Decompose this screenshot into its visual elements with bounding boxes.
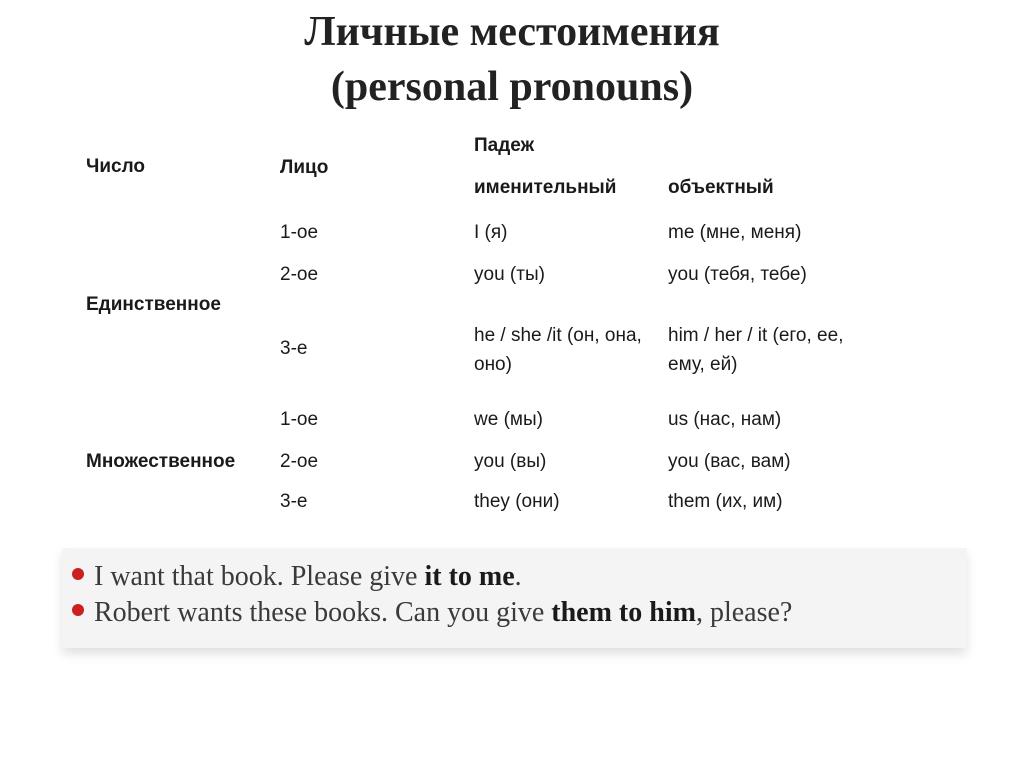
example-text: I want that book. Please give (94, 561, 425, 592)
table-cell-nominative: I (я) (474, 222, 508, 243)
header-objective: объектный (668, 177, 774, 198)
table-cell-objective: them (их, им) (668, 491, 783, 512)
table-cell-person: 1-ое (280, 409, 319, 430)
table-cell-person: 3-е (280, 338, 308, 359)
table-cell-objective: you (вас, вам) (668, 451, 791, 472)
table-cell-nominative: they (они) (474, 491, 560, 512)
header-person: Лицо (280, 157, 329, 178)
group-label-singular: Единственное (86, 294, 221, 315)
table-cell-nominative: you (ты) (474, 264, 545, 285)
bullet-icon (72, 568, 84, 580)
example-highlight: them to him (551, 597, 696, 628)
table-cell-objective: him / her / it (его, ее, ему, ей) (668, 325, 844, 375)
header-number: Число (86, 156, 146, 177)
group-label-plural: Множественное (86, 451, 236, 472)
bullet-icon (72, 604, 84, 616)
page-subtitle: (personal pronouns) (330, 64, 694, 110)
table-cell-nominative: he / she /it (он, она, оно) (474, 325, 642, 375)
example-sentence (72, 561, 522, 593)
table-cell-person: 2-ое (280, 264, 319, 285)
header-case: Падеж (474, 135, 535, 156)
table-cell-objective: us (нас, нам) (668, 409, 782, 430)
page-title: Личные местоимения (304, 9, 720, 55)
table-cell-person: 2-ое (280, 451, 319, 472)
example-text: , please? (695, 597, 793, 628)
table-cell-person: 3-е (280, 491, 308, 512)
table-cell-person: 1-ое (280, 222, 319, 243)
example-sentence (72, 597, 792, 629)
example-text: . (514, 561, 522, 592)
example-highlight: it to me (424, 561, 515, 592)
example-text: Robert wants these books. Can you give (94, 597, 552, 628)
table-cell-nominative: we (мы) (474, 409, 543, 430)
table-cell-nominative: you (вы) (474, 451, 547, 472)
table-cell-objective: you (тебя, тебе) (668, 264, 807, 285)
header-nominative: именительный (474, 177, 617, 198)
table-cell-objective: me (мне, меня) (668, 222, 802, 243)
